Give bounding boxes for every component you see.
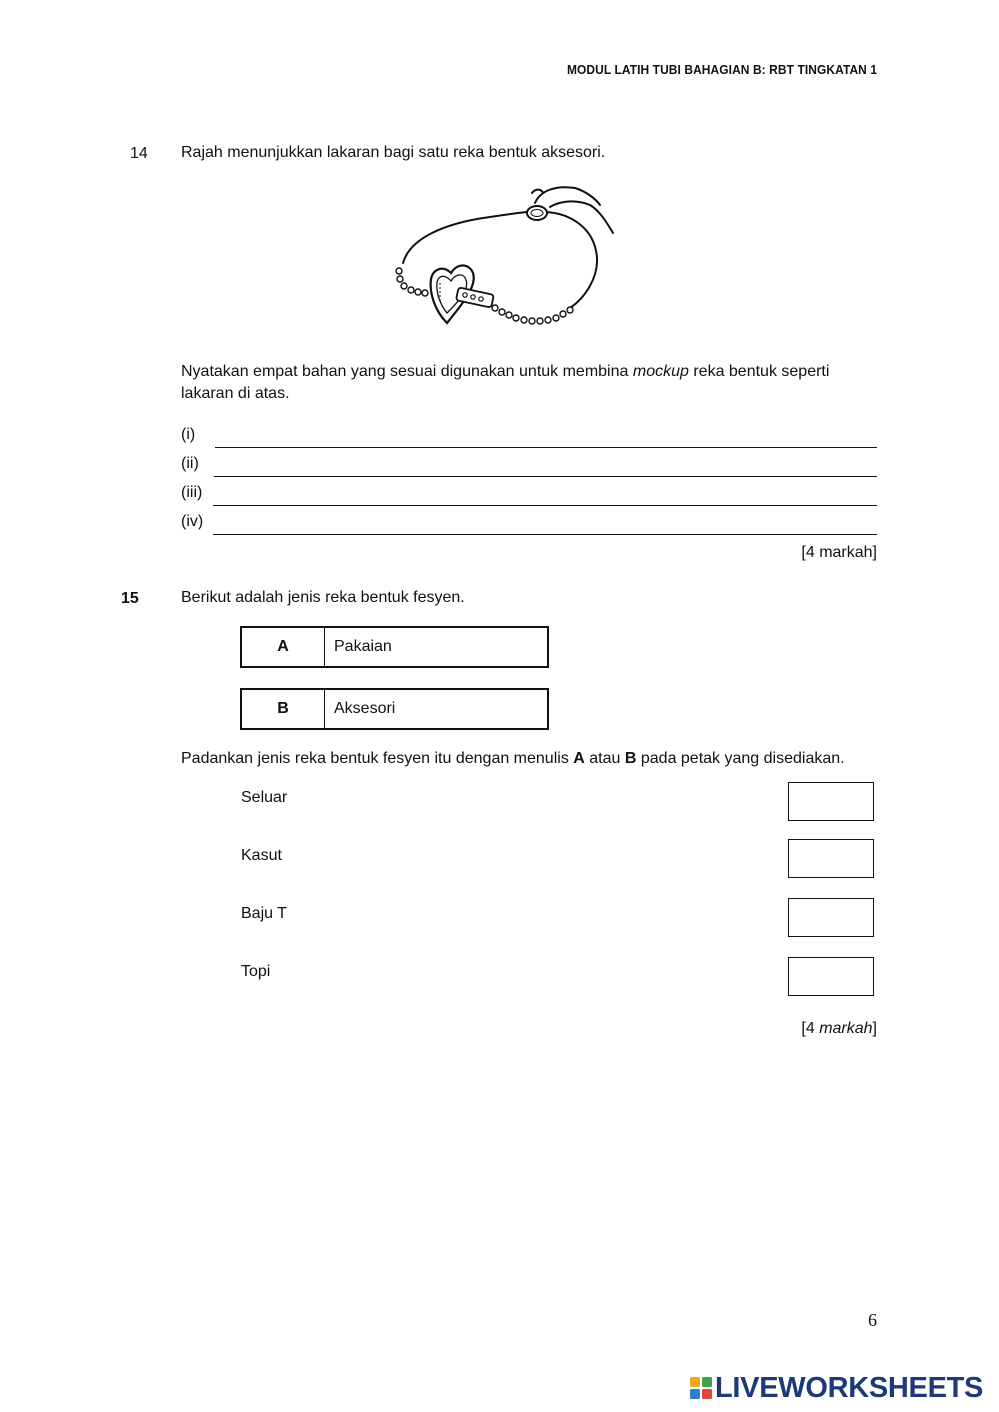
item-label-kasut: Kasut (241, 847, 282, 864)
option-b-box (240, 688, 549, 730)
liveworksheets-logo[interactable] (690, 1373, 983, 1403)
answer-box-baju-t[interactable] (788, 898, 874, 937)
question-14-number: 14 (130, 145, 148, 162)
item-label-seluar: Seluar (241, 789, 288, 806)
question-15-number: 15 (121, 590, 139, 607)
answer-box-seluar[interactable] (788, 782, 874, 821)
marks-open: [4 (801, 1020, 820, 1037)
instruction-text: Padankan jenis reka bentuk fesyen itu dengan menulis (181, 750, 574, 767)
answer-label: (iv) (181, 513, 204, 530)
option-key: A (242, 628, 325, 666)
instruction-bold-b: B (624, 750, 637, 767)
answer-line[interactable] (214, 476, 877, 477)
option-value: Pakaian (334, 638, 392, 655)
answer-box-topi[interactable] (788, 957, 874, 996)
answer-row-i[interactable] (181, 426, 877, 448)
instruction-text: Nyatakan empat bahan yang sesuai digunakan untuk membina (181, 363, 633, 380)
question-15-text: Berikut adalah jenis reka bentuk fesyen. (181, 589, 465, 606)
page-number: 6 (868, 1310, 877, 1330)
marks-italic: markah (819, 1020, 873, 1037)
question-14-marks: [4 markah] (801, 544, 877, 561)
instruction-line-2: lakaran di atas. (181, 385, 290, 402)
instruction-italic: mockup (632, 363, 689, 380)
answer-line[interactable] (215, 447, 877, 448)
question-14-text: Rajah menunjukkan lakaran bagi satu reka bentuk aksesori. (181, 144, 606, 161)
answer-label: (ii) (181, 455, 199, 472)
liveworksheets-logo-icon (690, 1377, 712, 1399)
instruction-text: pada petak yang disediakan. (636, 750, 845, 767)
answer-line[interactable] (213, 505, 877, 506)
option-value: Aksesori (334, 700, 396, 717)
answer-label: (iii) (181, 484, 203, 501)
instruction-text-end: reka bentuk seperti (688, 363, 830, 380)
answer-row-iv[interactable] (181, 513, 877, 535)
answer-line[interactable] (213, 534, 877, 535)
question-15-instruction (181, 748, 845, 770)
item-label-topi: Topi (241, 963, 271, 980)
option-key: B (242, 690, 325, 728)
marks-close: ] (872, 1020, 877, 1037)
liveworksheets-logo-text: LIVEWORKSHEETS (715, 1371, 984, 1404)
item-label-baju-t: Baju T (241, 905, 287, 922)
page-header: MODUL LATIH TUBI BAHAGIAN B: RBT TINGKATAN 1 (566, 62, 877, 77)
question-14-instruction (181, 361, 881, 405)
bracelet-sketch (385, 183, 620, 328)
answer-box-kasut[interactable] (788, 839, 874, 878)
option-a-box (240, 626, 549, 668)
answer-label: (i) (181, 426, 196, 443)
instruction-bold-a: A (573, 750, 585, 767)
question-15-marks (801, 1020, 877, 1038)
answer-row-iii[interactable] (181, 484, 877, 506)
answer-row-ii[interactable] (181, 455, 877, 477)
instruction-text: atau (584, 750, 625, 767)
